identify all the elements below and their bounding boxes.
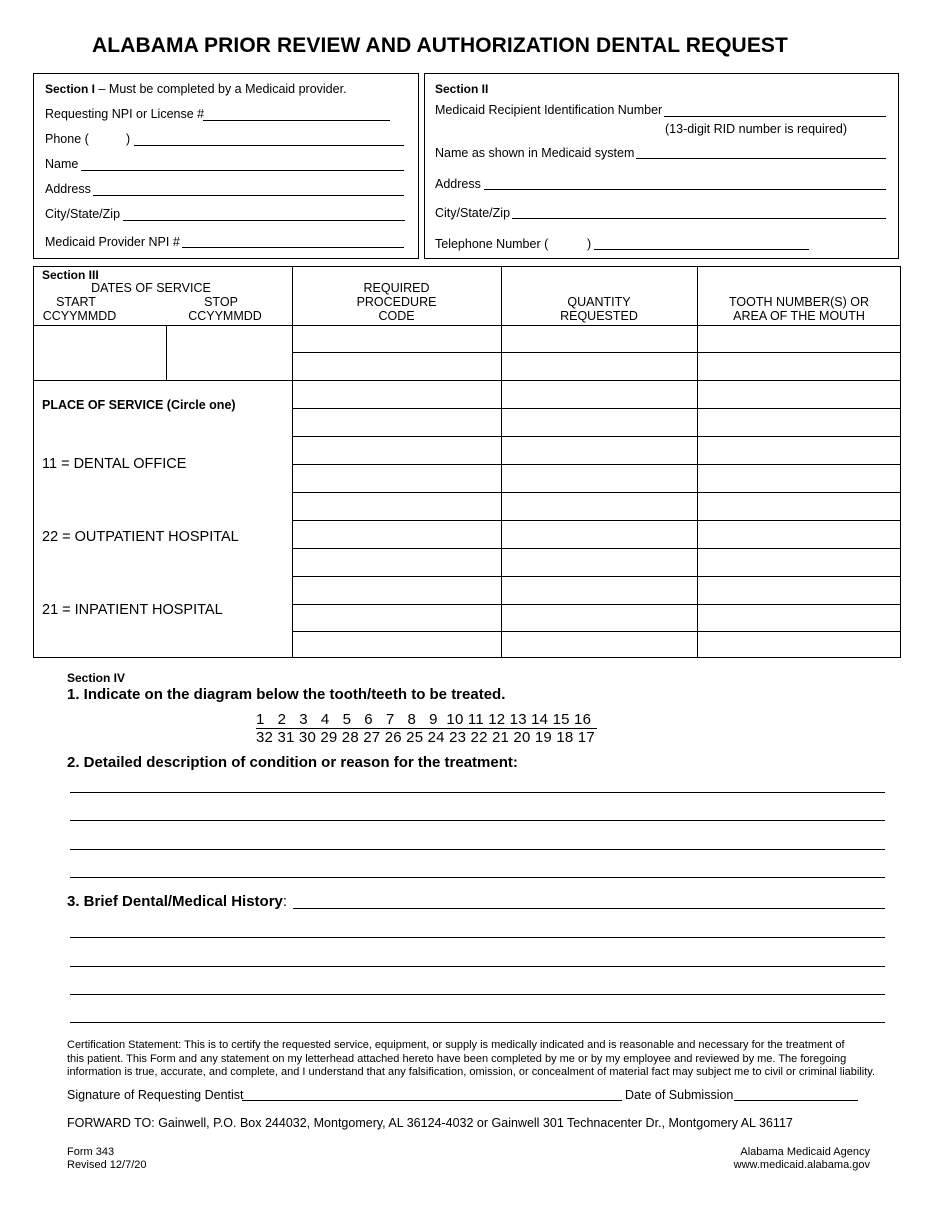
stop-header: STOP (204, 295, 238, 309)
agency-name: Alabama Medicaid Agency (740, 1146, 870, 1158)
row-line (292, 520, 901, 521)
start-format: CCYYMMDD (42, 309, 117, 323)
signature-label: Signature of Requesting Dentist (67, 1088, 244, 1102)
row-line (292, 576, 901, 577)
question-2: 2. Detailed description of condition or reason for the treatment: (67, 754, 518, 771)
section-1-heading: Section I (45, 82, 96, 96)
recipient-name-field[interactable] (636, 158, 886, 159)
description-line[interactable] (70, 849, 885, 850)
npi-license-field[interactable] (203, 120, 390, 121)
rid-field[interactable] (664, 116, 886, 117)
telephone-close-paren: ) (587, 237, 592, 251)
row-line (292, 352, 901, 353)
recipient-address-field[interactable] (484, 189, 886, 190)
quantity-line-2: REQUESTED (560, 309, 638, 323)
agency-url[interactable]: www.medicaid.alabama.gov (733, 1159, 870, 1171)
recipient-city-field[interactable] (512, 218, 886, 219)
provider-name-field[interactable] (81, 170, 404, 171)
row-line (292, 631, 901, 632)
provider-city-label: City/State/Zip (45, 207, 121, 221)
provider-npi-label: Medicaid Provider NPI # (45, 235, 180, 249)
start-header: START (56, 295, 96, 309)
provider-address-field[interactable] (93, 195, 404, 196)
history-line[interactable] (70, 937, 885, 938)
history-line[interactable] (293, 908, 885, 909)
section-1-subtitle: – Must be completed by a Medicaid provider. (95, 82, 347, 96)
provider-name-label: Name (45, 157, 79, 171)
npi-license-label: Requesting NPI or License # (45, 107, 205, 121)
section-2-heading: Section II (435, 82, 489, 96)
quantity-header (501, 295, 697, 323)
phone-label: Phone ( (45, 132, 89, 146)
place-of-service-label: PLACE OF SERVICE (Circle one) (42, 398, 236, 412)
row-line (292, 604, 901, 605)
procedure-code-header (292, 281, 501, 323)
tooth-header (697, 295, 901, 323)
pos-outpatient-hospital[interactable]: 22 = OUTPATIENT HOSPITAL (42, 529, 239, 545)
history-line[interactable] (70, 1022, 885, 1023)
stop-format: CCYYMMDD (188, 309, 262, 323)
question-3-colon: : (282, 893, 288, 910)
procedure-code-line-2: PROCEDURE (356, 295, 437, 309)
row-line (292, 436, 901, 437)
question-3-text: 3. Brief Dental/Medical History (67, 893, 283, 910)
row-line (292, 492, 901, 493)
teeth-upper-row[interactable]: 1 2 3 4 5 6 7 8 9 10 11 12 13 14 15 16 (256, 711, 592, 728)
certification-line-3: information is true, accurate, and complete, and I understand that any falsification, omission, or concealment of material fact may subject me to civil or criminal liability. (67, 1066, 876, 1078)
question-3 (67, 893, 287, 910)
header-bottom-line (33, 325, 901, 326)
recipient-address-label: Address (435, 177, 481, 191)
forward-to: FORWARD TO: Gainwell, P.O. Box 244032, Montgomery, AL 36124-4032 or Gainwell 301 Technacenter Dr., Montgomery AL 36117 (67, 1116, 793, 1130)
signature-field[interactable] (242, 1100, 622, 1101)
form-id: Form 343 (67, 1146, 115, 1158)
procedure-code-line-3: CODE (378, 309, 415, 323)
page-title: ALABAMA PRIOR REVIEW AND AUTHORIZATION DENTAL REQUEST (92, 34, 788, 57)
certification-statement (67, 1039, 897, 1080)
rid-note: (13-digit RID number is required) (665, 122, 848, 136)
telephone-field[interactable] (594, 249, 809, 250)
date-of-submission-label: Date of Submission (625, 1088, 734, 1102)
agency-info (680, 1146, 870, 1172)
certification-line-2: this patient. This Form and any statement on my letterhead attached hereto have been completed by me or by my employee and reviewed by me. The foregoing (67, 1052, 847, 1065)
row-line (292, 380, 901, 381)
provider-npi-field[interactable] (182, 247, 404, 248)
history-line[interactable] (70, 966, 885, 967)
dates-of-service-header: DATES OF SERVICE (91, 281, 211, 295)
tooth-line-1: TOOTH NUMBER(S) OR (728, 295, 870, 309)
teeth-lower-row[interactable]: 32 31 30 29 28 27 26 25 24 23 22 21 20 19 18 17 (256, 729, 595, 746)
rid-label: Medicaid Recipient Identification Number (435, 103, 663, 117)
row-line (292, 464, 901, 465)
section-3-heading: Section III (42, 268, 99, 282)
provider-address-label: Address (45, 182, 91, 196)
form-number (67, 1146, 147, 1172)
pos-dental-office[interactable]: 11 = DENTAL OFFICE (42, 456, 187, 472)
pos-inpatient-hospital[interactable]: 21 = INPATIENT HOSPITAL (42, 602, 223, 618)
date-divider (166, 325, 167, 381)
date-of-submission-field[interactable] (734, 1100, 858, 1101)
description-line[interactable] (70, 792, 885, 793)
provider-city-field[interactable] (123, 220, 405, 221)
description-line[interactable] (70, 877, 885, 878)
phone-close-paren: ) (126, 132, 131, 146)
procedure-code-line-1: REQUIRED (363, 281, 430, 295)
row-line (292, 408, 901, 409)
recipient-city-label: City/State/Zip (435, 206, 511, 220)
recipient-name-label: Name as shown in Medicaid system (435, 146, 635, 160)
telephone-label: Telephone Number ( (435, 237, 549, 251)
form-revised: Revised 12/7/20 (67, 1159, 147, 1171)
certification-line-1: Certification Statement: This is to certify the requested service, equipment, or supply is medically indicated and is reasonable and necessary for the treatment of (67, 1039, 845, 1051)
section-1-header (45, 82, 347, 96)
question-1: 1. Indicate on the diagram below the tooth/teeth to be treated. (67, 686, 506, 703)
date-row-bottom-line (33, 380, 292, 381)
quantity-line-1: QUANTITY (567, 295, 631, 309)
section-2-box (424, 73, 899, 259)
row-line (292, 548, 901, 549)
section-4-heading: Section IV (67, 671, 126, 685)
phone-field[interactable] (134, 145, 404, 146)
history-line[interactable] (70, 994, 885, 995)
tooth-line-2: AREA OF THE MOUTH (733, 309, 865, 323)
description-line[interactable] (70, 820, 885, 821)
section-1-box (33, 73, 419, 259)
